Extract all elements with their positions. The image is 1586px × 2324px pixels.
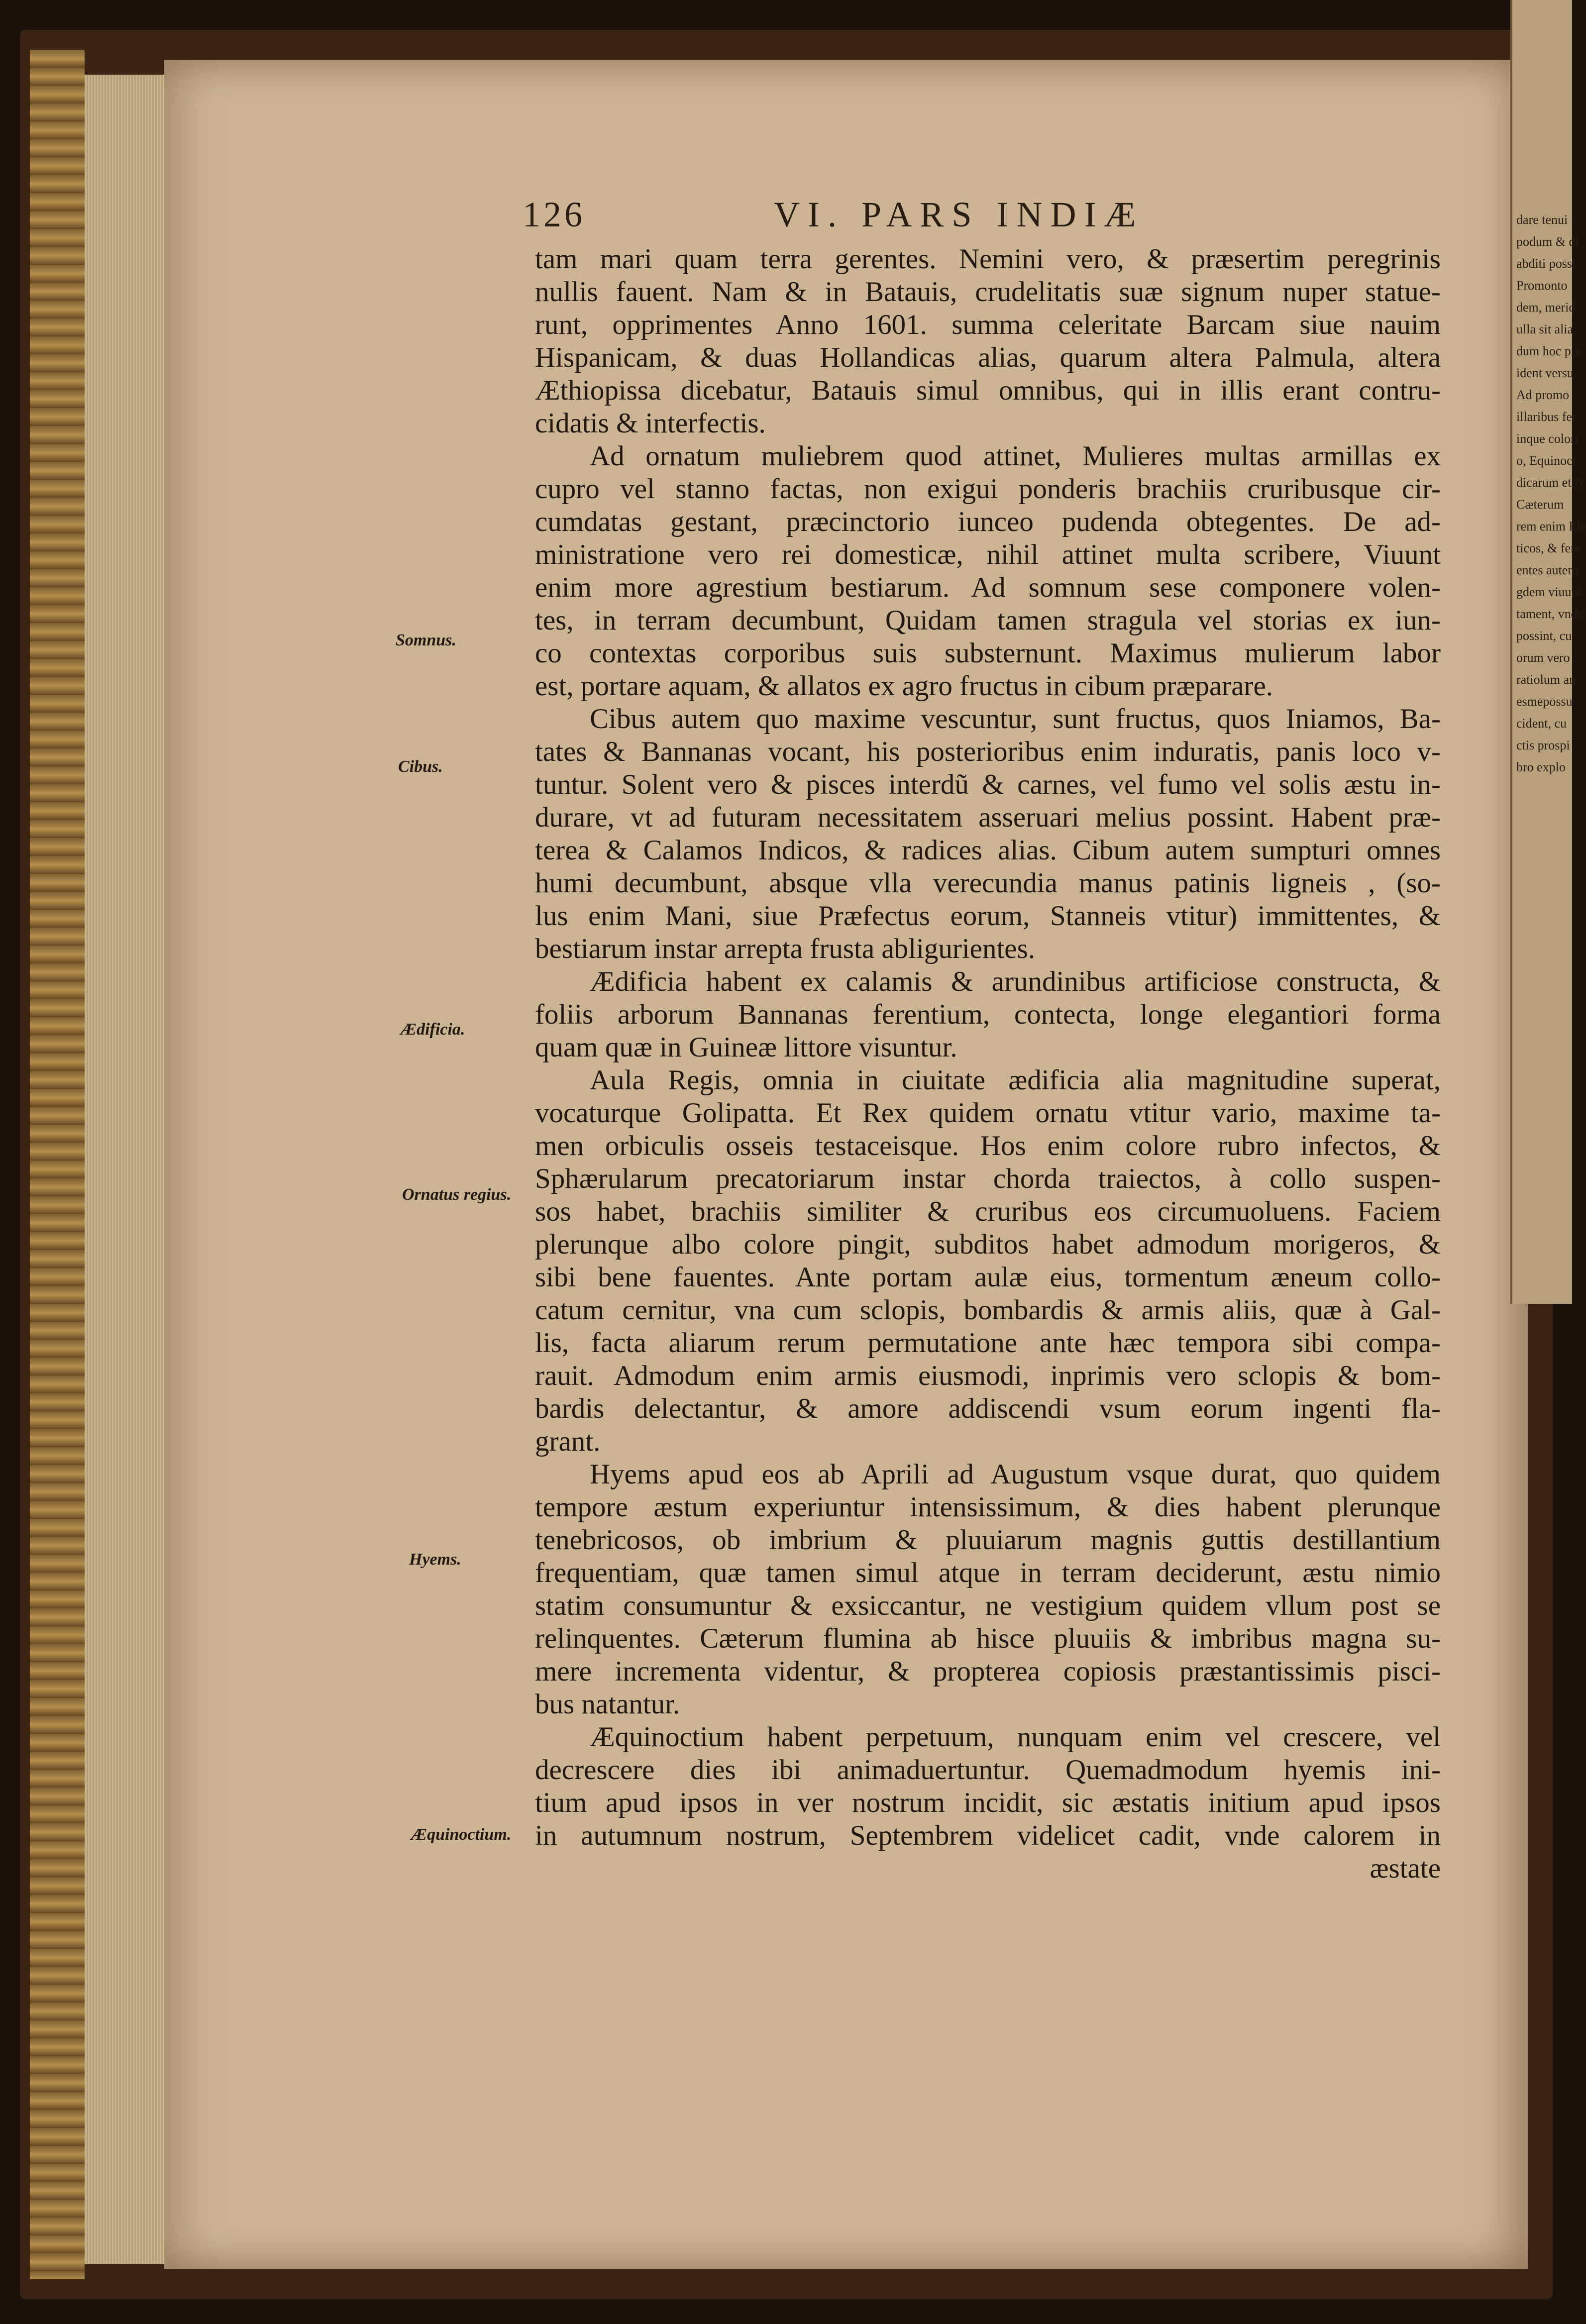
facing-page-line: ratiolum an: [1516, 672, 1576, 687]
facing-page-line: entes autem: [1516, 563, 1578, 577]
margin-note-hyems: Hyems.: [409, 1550, 461, 1569]
text-line: catum cernitur, vna cum sclopis, bombardis & armis aliis, quæ à Gal-: [535, 1294, 1441, 1326]
facing-page-line: bro explo: [1516, 760, 1566, 774]
text-line: lus enim Mani, siue Præfectus eorum, Stanneis vtitur) immittentes, &: [535, 900, 1441, 932]
text-line: foliis arborum Bannanas ferentium, contecta, longe elegantiori forma: [535, 999, 1441, 1030]
facing-page-line: ident versu: [1516, 366, 1574, 380]
text-line: quam quæ in Guineæ littore visuntur.: [535, 1032, 957, 1063]
text-line: mere incrementa videntur, & propterea copiosis præstantissimis pisci-: [535, 1656, 1441, 1687]
text-line: tates & Bannanas vocant, his posterioribus enim induratis, panis loco v-: [535, 736, 1441, 767]
facing-page-line: ctis prospi: [1516, 738, 1570, 752]
text-line: terea & Calamos Indicos, & radices alias. Cibum autem sumpturi omnes: [535, 835, 1441, 866]
facing-page-line: orum vero: [1516, 650, 1570, 665]
text-line: co contextas corporibus suis substernunt. Maximus mulierum labor: [535, 637, 1441, 669]
facing-page-line: dare tenui: [1516, 212, 1568, 227]
text-line: sibi bene fauentes. Ante portam aulæ eius, tormentum æneum collo-: [535, 1262, 1441, 1293]
facing-page-line: ulla sit alia,: [1516, 322, 1577, 336]
facing-page-line: gdem viuunt: [1516, 585, 1582, 599]
text-line: æstate: [1370, 1853, 1441, 1884]
facing-page-line: podum & di: [1516, 234, 1579, 249]
text-line: tenebricosos, ob imbrium & pluuiarum magnis guttis destillantium: [535, 1524, 1441, 1556]
text-line: Aula Regis, omnia in ciuitate ædificia alia magnitudine superat,: [590, 1064, 1441, 1096]
facing-page-line: inque colori: [1516, 431, 1579, 446]
text-line: Æthiopissa dicebatur, Batauis simul omnibus, qui in illis erant contru-: [535, 375, 1441, 406]
text-line: Ædificia habent ex calamis & arundinibus artificiose constructa, &: [590, 966, 1441, 997]
text-line: decrescere dies ibi animaduertuntur. Quemadmodum hyemis ini-: [535, 1754, 1441, 1786]
facing-page-line: abditi possi: [1516, 256, 1576, 271]
facing-page-line: illaribus fer: [1516, 410, 1577, 424]
text-line: durare, vt ad futuram necessitatem asseruari melius possint. Habent præ-: [535, 802, 1441, 833]
facing-page-line: Ad promo: [1516, 388, 1570, 402]
text-line: enim more agrestium bestiarum. Ad somnum sese componere volen-: [535, 572, 1441, 603]
text-line: cidatis & interfectis.: [535, 408, 766, 439]
text-line: Cibus autem quo maxime vescuntur, sunt fructus, quos Iniamos, Ba-: [590, 703, 1441, 735]
facing-page-line: dum hoc pro: [1516, 344, 1582, 358]
margin-note-cibus: Cibus.: [398, 757, 443, 776]
margin-note-aequinoctium: Æquinoctium.: [411, 1825, 512, 1844]
facing-page-line: cident, cu: [1516, 716, 1567, 731]
facing-page-line: rem enim Ele: [1516, 519, 1586, 533]
text-line: statim consumuntur & exsiccantur, ne vestigium quidem vllum post se: [535, 1590, 1441, 1621]
text-line: cumdatas gestant, præcinctorio iunceo pudenda obtegentes. De ad-: [535, 506, 1441, 537]
text-line: bestiarum instar arrepta frusta abligurientes.: [535, 933, 1036, 964]
margin-note-ornatus-regius: Ornatus regius.: [402, 1185, 512, 1204]
running-title: VI. PARS INDIÆ: [774, 195, 1144, 234]
text-line: Æquinoctium habent perpetuum, nunquam enim vel crescere, vel: [590, 1721, 1441, 1753]
facing-page-line: esmepossu: [1516, 694, 1573, 709]
facing-page-line: Cæterum: [1516, 497, 1564, 512]
page-number: 126: [523, 195, 585, 234]
text-line: nullis fauent. Nam & in Batauis, crudelitatis suæ signum nuper statue-: [535, 276, 1441, 308]
margin-note-somnus: Somnus.: [396, 631, 456, 649]
facing-page-line: possint, cu: [1516, 629, 1572, 643]
text-line: frequentiam, quæ tamen simul atque in terram deciderunt, æstu nimio: [535, 1557, 1441, 1588]
gilt-page-edge: [30, 50, 85, 2279]
text-line: est, portare aquam, & allatos ex agro fructus in cibum præparare.: [535, 670, 1273, 702]
text-line: in autumnum nostrum, Septembrem videlicet cadit, vnde calorem in: [535, 1820, 1441, 1851]
text-line: relinquentes. Cæterum flumina ab hisce pluuiis & imbribus magna su-: [535, 1623, 1441, 1654]
text-line: humi decumbunt, absque vlla verecundia manus patinis ligneis , (so-: [535, 867, 1441, 899]
facing-page-line: ticos, & fere: [1516, 541, 1581, 555]
text-line: runt, opprimentes Anno 1601. summa celeritate Barcam siue nauim: [535, 309, 1441, 340]
text-line: vocaturque Golipatta. Et Rex quidem ornatu vtitur vario, maxime ta-: [535, 1097, 1441, 1129]
text-line: bardis delectantur, & amore addiscendi vsum eorum ingenti fla-: [535, 1393, 1441, 1424]
text-line: men orbiculis osseis testaceisque. Hos enim colore rubro infectos, &: [535, 1130, 1441, 1162]
margin-note-aedificia: Ædificia.: [401, 1020, 465, 1039]
facing-page-line: Promonto: [1516, 278, 1568, 293]
text-line: bus natantur.: [535, 1689, 680, 1720]
body-text: [535, 243, 1441, 1885]
text-line: sos habet, brachiis similiter & cruribus eos circumuoluens. Faciem: [535, 1196, 1441, 1227]
text-line: plerunque albo colore pingit, subditos habet admodum morigeros, &: [535, 1229, 1441, 1260]
facing-page-lines: [1512, 209, 1586, 778]
text-line: Hispanicam, & duas Hollandicas alias, quarum altera Palmula, altera: [535, 342, 1441, 373]
text-line: Hyems apud eos ab Aprili ad Augustum vsque durat, quo quidem: [590, 1459, 1441, 1490]
text-line: ministratione vero rei domesticæ, nihil attinet multa scribere, Viuunt: [535, 539, 1441, 570]
text-line: tuntur. Solent vero & pisces interdũ & carnes, vel fumo vel solis æstu in-: [535, 769, 1441, 800]
text-line: Sphærularum precatoriarum instar chorda traiectos, à collo suspen-: [535, 1163, 1441, 1194]
text-line: rauit. Admodum enim armis eiusmodi, inprimis vero sclopis & bom-: [535, 1360, 1441, 1391]
text-line: tium apud ipsos in ver nostrum incidit, sic æstatis initium apud ipsos: [535, 1787, 1441, 1818]
text-line: lis, facta aliarum rerum permutatione ante hæc tempora sibi compa-: [535, 1327, 1441, 1359]
facing-page-fragment: [1510, 0, 1586, 1304]
text-line: tam mari quam terra gerentes. Nemini vero, & præsertim peregrinis: [535, 243, 1441, 275]
text-line: tempore æstum experiuntur intensissimum, & dies habent plerunque: [535, 1491, 1441, 1523]
facing-page-line: tament, vnde: [1516, 607, 1584, 621]
facing-page-line: dicarum et N: [1516, 475, 1584, 490]
text-line: tes, in terram decumbunt, Quidam tamen stragula vel storias ex iun-: [535, 605, 1441, 636]
text-line: grant.: [535, 1426, 601, 1457]
text-line: Ad ornatum muliebrem quod attinet, Mulieres multas armillas ex: [590, 440, 1441, 472]
facing-page-line: o, Equinoct: [1516, 453, 1576, 468]
facing-page-line: dem, merid: [1516, 300, 1576, 315]
text-line: cupro vel stanno factas, non exigui ponderis brachiis cruribusque cir-: [535, 473, 1441, 505]
